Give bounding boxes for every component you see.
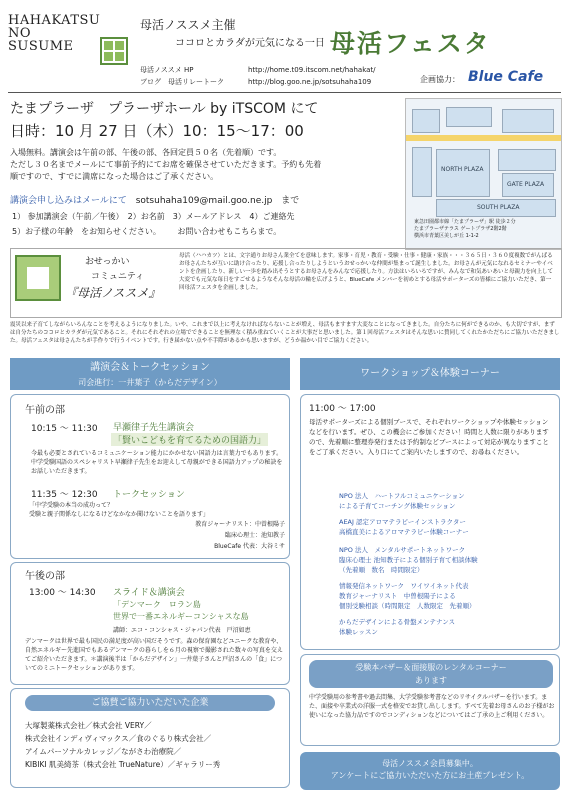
map-block [502,109,554,133]
lectures-title: 講演会＆トークセッション [90,362,210,373]
map-block [446,107,492,127]
apply-row: 講演会申し込みはメールにて sotsuhaha109@mail.goo.ne.jp まで [10,196,300,206]
pm-time: 13:00 〜 14:30 [29,588,96,598]
cooperation-title: ご協賛ご協力いただいた企業 [25,695,275,711]
am-desc1: 今最も必要とされているコミュニケーション能力にかかせない国語力は言葉力でもあります。 中学受験国語のスペシャリスト早瀬律子先生をお迎えして母親ができる国語力アップの秘訣をお話しいただきます。 [31,450,286,475]
am-title2: トークセッション [113,490,185,500]
pm-subtitle: 「デンマーク ロラン島 世界で一番エネルギーコンシャスな島 [113,600,249,621]
pm-session-box [10,562,290,685]
am-time2: 11:35 〜 12:30 [31,490,98,500]
membership-line2: アンケートにご協力いただいた方にお土産プレゼント。 [330,771,530,780]
header-divider [8,92,561,93]
event-datetime: 日時：10 月 27 日（木）10：15〜17：00 [10,122,304,140]
workshop-item-5: からだデザインによる骨盤メンテナンス 体験レッスン [339,618,456,636]
north-plaza-block: NORTH PLAZA [436,149,490,197]
apply-items-1: 1） 参加講演会（午前／午後） 2）お名前 3）メールアドレス 4）ご連絡先 [12,212,295,221]
community-name: 『母活ノススメ』 [65,286,161,300]
venue-description: 入場無料。講演会は午前の部、午後の部、各回定員５０名（先着順）です。 ただし３０名までメールにて事前予約にてお席を確保させていただきます。予約も先着 順ですので、すでに満席になった場合はご了承ください。 [10,148,322,181]
hp-link[interactable]: http://home.t09.itscom.net/hahakat/ [248,66,376,74]
am-label: 午前の部 [25,405,65,416]
community-logo-icon [15,255,61,301]
community-box [10,248,562,318]
lectures-header [10,358,290,390]
workshop-desc: 母活サポーターズによる個別ブースで、それぞれワークショップや体験セッションなどを行います。ぜひ、この機会にご参加ください！時間と人数に限りがありますので、先着順に整理券発行または予約制などブースによって対応が異なりますことをご了承ください。入り口にてご案内いたしますので、お尋ねください。 [309,418,549,456]
intro-text: 震災以来子育てしながらいろんなことを考えるようになりました。いや、これまで以上に考えなければならないことが増え、母活もますます大変なことになってきました。自分たちに何ができるのか、も大切ですが、まずは自分たちのココロとカラダが元気であること。それにそれぞれの立場でできることを無理なく積み重ねていくことが大事だと思いました。第１回母活フェスタはそんな思いに賛同してくれたかただちにご協力いただきました。母活フェスタは母さんたちが手作りで行うイベントです。行き届かない点や不手際があるかも思いますが、どうか温かい目でご協力ください。 [10,322,560,344]
blog-label: ブログ 母活リレートーク [140,78,224,86]
logo-line1: HAHAKATSU [8,13,101,28]
venue-map [405,98,562,250]
map-block [412,147,432,197]
am-session-box [10,394,290,559]
sponsor-logo: Blue Cafe [468,69,544,85]
pm-label: 午後の部 [25,571,65,582]
am-sub1: 「賢いこどもを育てるための国語力」 [111,433,268,446]
gate-plaza-block: GATE PLAZA [502,173,554,197]
bazaar-title: 受験本バザー＆面接服のレンタルコーナー あります [309,660,553,688]
event-title: 母活フェスタ [330,29,491,58]
apply-items-2: 5）お子様の年齢 をお知らせください。 お問い合わせもこちらまで。 [12,227,282,236]
workshop-item-4: 情報発信ネットワーク ワイワイネット代表 教育ジャーナリスト 中曽根陽子による 個別受験相談（時間限定 人数限定 先着順） [339,582,476,610]
am-title1: 早瀬律子先生講演会 [113,423,195,433]
lectures-moderator: 司会進行：一井葉子（からだデザイン） [78,378,222,387]
community-line2: コミュニティ [91,272,145,282]
pm-title: スライド＆講演会 [113,588,185,598]
am-sub2: 「中学受験の本当の成功って？ 受験と親子関係なしになるけどなかなか聞けないことを語ります」 [29,502,210,518]
map-road [406,135,561,141]
membership-line1: 母活ノススメ会員募集中。 [382,759,478,768]
logo-line2: NO [8,26,32,41]
pm-desc: デンマークは世界で最も国民の満足度が高い国だそうです。森の保育園などユニークな教育や、自然エネルギー先進国でもあるデンマークの暮らしを６月の視察で撮影された数々の写真を交えてご紹介いただきます。＊講演後半は「からだデザイン」一井葉子さんと戸沼さんの「食」についてのミニトークセッションがあります。 [25,638,283,672]
map-caption: 東急田園都市線「たまプラーザ」駅 徒歩２分 たまプラーザテラス ゲートプラザ2階2階 横浜市青葉区美しが丘 1-1-2 [414,219,516,239]
hp-label: 母活ノススメ HP [140,66,194,74]
apply-email-link[interactable]: sotsuhaha109@mail.goo.ne.jp [135,196,273,206]
am-panelists: 教育ジャーナリスト：中曽根陽子 臨床心理士：池知教子 BlueCafe 代表：大谷ミサ [195,521,285,550]
south-plaza-block: SOUTH PLAZA [436,199,556,217]
bazaar-desc: 中学受験用の参考書や過去問集、大学受験参考書などのリサイクルバザーを行います。また、面接や卒業式の洋服一式を格安でお貸し出しします。すべて先着お母さんのお子様がお使いになった協力品ですのでコンディションなどについてはご了承の上ご利用ください。 [309,694,555,719]
cooperation-box [10,688,290,788]
community-text: 母活（ハハカツ）とは、文字通りお母さん業全てを意味します。家事・育児・教育・受験・仕事・健康・家族・・・３６５日・３６０度複数でがんばるお母さんたちが互いに助け合ったり、応援し合ったりしようというおせっかいな仲間が集まって誕生しました。お母さんが元気になれるセミナーやイベントを企画したり、新しい一歩を踏み出そうとするお母さんをみんなで応援したり。方法はいろいろですが、みんなで和気あいあいと母親力を向上して大変でも元気な毎日をすごせるようなそんな母活の輪を広げようと、BlueCafe メンバーを初めとする母活サポーターズの皆様にご協力いただき、第一回母活フェスタを企画しました。 [179,253,553,291]
sponsor-label: 企画協力： [420,75,460,84]
workshop-time: 11:00 〜 17:00 [309,404,376,414]
tagline: ココロとカラダが元気になる一日 [175,38,325,49]
logo-line3: SUSUME [8,39,74,54]
organizer: 母活ノススメ主催 [140,18,236,32]
map-block [498,149,556,171]
blog-link[interactable]: http://blog.goo.ne.jp/sotsuhaha109 [248,78,372,86]
workshop-box [300,394,560,650]
bazaar-box [300,654,560,746]
membership-banner [300,752,560,790]
workshop-item-2: AEAJ 認定アロマテラピーインストラクター 高橋直美によるアロマテラピー体験コーナー [339,518,469,536]
am-time1: 10:15 〜 11:30 [31,424,98,434]
workshop-item-1: NPO 法人 ハートフルコミュニケーション による子育てコーチング体験セッション [339,492,465,510]
workshop-header: ワークショップ＆体験コーナー [300,358,560,390]
venue-line: たまプラーザ プラーザホール by iTSCOM にて [10,101,319,117]
cooperation-list: 大塚製薬株式会社／株式会社 VERY／ 株式会社インディヴィマックス／食のぐるり株式会社／ アイムパーソナルカレッジ／ながさわ治療院／ KIBIKI 肌美綺茶（株式会社 TrueNature）／ギャラリー秀 [25,721,221,769]
community-line1: おせっかい [85,257,130,267]
pm-speaker: 講師：エコ・コンシャス・ジャパン代表 戸沼如恵 [113,627,251,634]
logo-text [8,14,100,53]
logo-icon [100,37,128,65]
workshop-item-3: NPO 法人 メンタルサポートネットワーク 臨床心理士 池知教子による個別子育て相談体験 （先着順 数名 時間限定） [339,546,478,574]
map-block [412,109,440,133]
